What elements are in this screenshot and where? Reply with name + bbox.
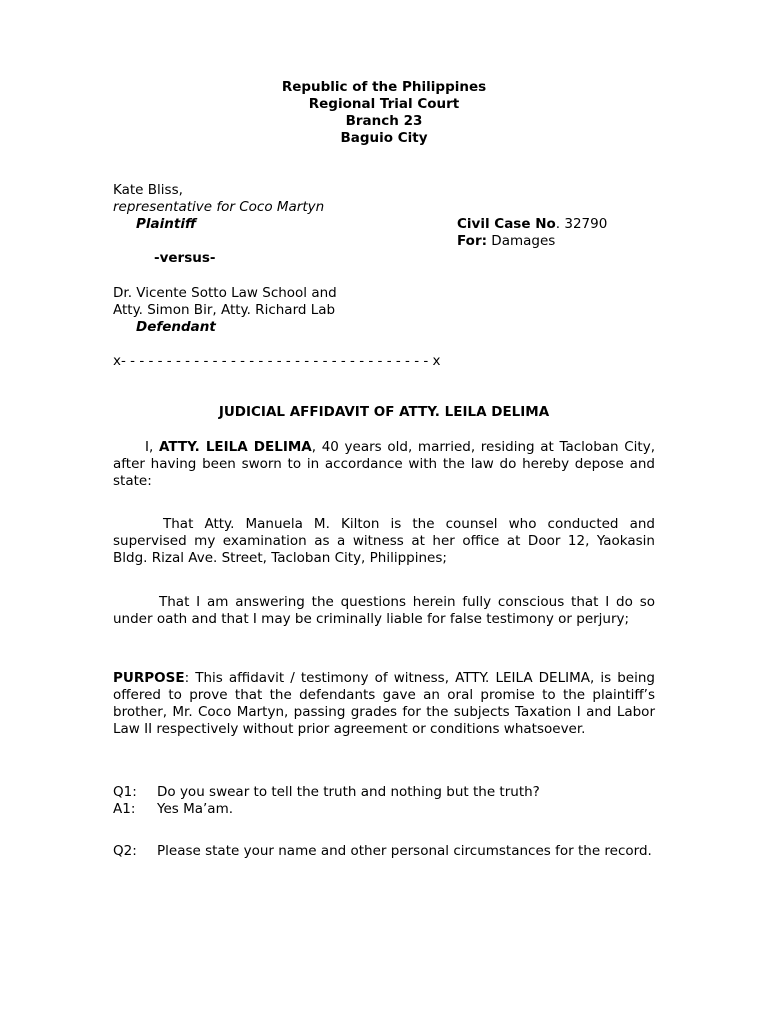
purpose-text: : This affidavit / testimony of witness, ATTY. LEILA DELIMA, is being offered to prove that the defendants gave an oral promise to the plaintiff’s brother, Mr. Coco Martyn, passing grades for the subjects Taxation I and Labor Law II respectively without prior agreement or conditions whatsoever. [113,670,655,737]
case-number-value: . 32790 [555,216,608,232]
case-for-line [457,233,555,249]
intro-paragraph [113,439,655,490]
case-for-value: Damages [487,233,556,249]
defendant-label: Defendant [136,319,216,335]
header-city: Baguio City [340,130,428,146]
versus-label: -versus- [154,250,216,266]
affiant-name: ATTY. LEILA DELIMA [158,439,312,455]
plaintiff-representative: representative for Coco Martyn [113,199,325,215]
oath-paragraph: That I am answering the questions herein fully conscious that I do so under oath and that I may be criminally liable for false testimony or perjury; [113,594,655,627]
caption-separator: x- - - - - - - - - - - - - - - - - - - - - - - - - - - - - - - - - - x [113,353,441,369]
qa-text: Yes Ma’am. [157,801,234,817]
affidavit-title: JUDICIAL AFFIDAVIT OF ATTY. LEILA DELIMA [218,404,550,420]
defendant-line-1: Dr. Vicente Sotto Law School and [113,285,337,301]
header-court: Regional Trial Court [308,96,460,112]
qa-text: Do you swear to tell the truth and nothing but the truth? [157,784,540,800]
case-number-label: Civil Case No [457,216,556,232]
plaintiff-label: Plaintiff [136,216,197,232]
qa-label: A1: [113,801,136,817]
intro-rest: , 40 years old, married, residing at Tacloban City, after having been sworn to in accordance with the law do hereby depose and state: [113,439,656,489]
qa-label: Q2: [113,843,137,859]
defendant-line-2: Atty. Simon Bir, Atty. Richard Lab [113,302,336,318]
intro-prefix: I, [145,439,159,455]
header-branch: Branch 23 [345,113,423,129]
case-number-line [457,216,607,232]
counsel-paragraph: That Atty. Manuela M. Kilton is the counsel who conducted and supervised my examination as a witness at her office at Door 12, Yaokasin Bldg. Rizal Ave. Street, Tacloban City, Philippines; [113,516,655,566]
purpose-label: PURPOSE [113,670,185,686]
qa-label: Q1: [113,784,137,800]
header-republic: Republic of the Philippines [281,79,487,95]
case-for-label: For: [457,233,488,249]
qa-text: Please state your name and other personal circumstances for the record. [157,843,652,859]
plaintiff-name: Kate Bliss, [113,182,183,198]
purpose-paragraph [113,670,655,738]
